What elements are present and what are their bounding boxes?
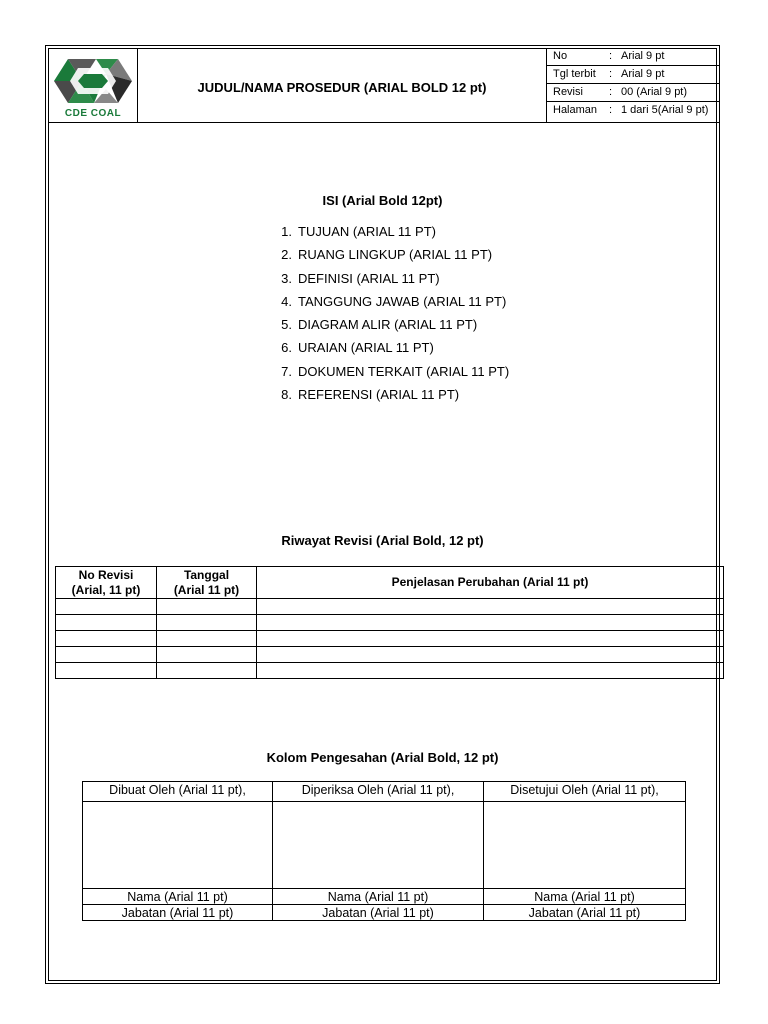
isi-list bbox=[262, 222, 509, 408]
item-number: 2. bbox=[281, 247, 292, 263]
list-item bbox=[262, 292, 509, 315]
col-penjelasan: Penjelasan Perubahan (Arial 11 pt) bbox=[257, 567, 724, 599]
revision-table bbox=[55, 566, 724, 679]
meta-row-tgl-terbit bbox=[547, 66, 720, 84]
item-number: 1. bbox=[281, 224, 292, 239]
item-text: TANGGUNG JAWAB (ARIAL 11 PT) bbox=[298, 293, 507, 309]
approval-title: Kolom Pengesahan (Arial Bold, 12 pt) bbox=[266, 750, 499, 765]
company-logo bbox=[48, 48, 138, 123]
meta-value: 1 dari 5(Arial 9 pt) bbox=[621, 104, 709, 116]
nama-row bbox=[83, 889, 686, 905]
cde-coal-logo-icon bbox=[54, 54, 132, 108]
approval-header-row bbox=[83, 782, 686, 802]
jabatan-cell: Jabatan (Arial 11 pt) bbox=[83, 905, 273, 921]
document-meta-table bbox=[546, 48, 720, 123]
logo-text: CDE COAL bbox=[64, 108, 122, 119]
list-item bbox=[262, 385, 509, 408]
meta-sep: : bbox=[609, 68, 613, 80]
table-row bbox=[56, 615, 724, 631]
meta-value: Arial 9 pt bbox=[621, 68, 665, 80]
meta-value: 00 (Arial 9 pt) bbox=[621, 86, 688, 98]
col-no-revisi: No Revisi (Arial, 11 pt) bbox=[56, 567, 157, 599]
table-row bbox=[56, 631, 724, 647]
isi-title: ISI (Arial Bold 12pt) bbox=[322, 193, 443, 208]
jabatan-row bbox=[83, 905, 686, 921]
col-tanggal: Tanggal (Arial 11 pt) bbox=[157, 567, 257, 599]
table-row bbox=[56, 647, 724, 663]
item-text: URAIAN (ARIAL 11 PT) bbox=[298, 340, 434, 356]
dibuat-oleh-header: Dibuat Oleh (Arial 11 pt), bbox=[83, 782, 273, 802]
signature-row bbox=[83, 802, 686, 889]
table-row bbox=[56, 599, 724, 615]
nama-cell: Nama (Arial 11 pt) bbox=[83, 889, 273, 905]
meta-key: No bbox=[553, 50, 568, 62]
list-item bbox=[262, 222, 509, 245]
list-item bbox=[262, 338, 509, 361]
meta-sep: : bbox=[609, 86, 613, 98]
approval-table bbox=[82, 781, 686, 921]
list-item bbox=[262, 245, 509, 268]
item-text: DEFINISI (ARIAL 11 PT) bbox=[298, 270, 440, 286]
meta-row-revisi bbox=[547, 84, 720, 102]
disetujui-oleh-header: Disetujui Oleh (Arial 11 pt), bbox=[484, 782, 686, 802]
nama-cell: Nama (Arial 11 pt) bbox=[273, 889, 484, 905]
list-item bbox=[262, 269, 509, 292]
diperiksa-oleh-header: Diperiksa Oleh (Arial 11 pt), bbox=[273, 782, 484, 802]
table-header-row bbox=[56, 567, 724, 599]
item-number: 4. bbox=[281, 293, 292, 309]
signature-box-diperiksa[interactable] bbox=[273, 802, 484, 889]
jabatan-cell: Jabatan (Arial 11 pt) bbox=[273, 905, 484, 921]
item-number: 7. bbox=[281, 363, 292, 379]
meta-row-no bbox=[547, 48, 720, 66]
list-item bbox=[262, 362, 509, 385]
item-text: TUJUAN (ARIAL 11 PT) bbox=[298, 224, 436, 239]
nama-cell: Nama (Arial 11 pt) bbox=[484, 889, 686, 905]
title-cell bbox=[138, 48, 546, 123]
item-number: 3. bbox=[281, 270, 292, 286]
document-title: JUDUL/NAMA PROSEDUR (ARIAL BOLD 12 pt) bbox=[197, 80, 487, 95]
jabatan-cell: Jabatan (Arial 11 pt) bbox=[484, 905, 686, 921]
list-item bbox=[262, 315, 509, 338]
item-number: 5. bbox=[281, 317, 292, 333]
signature-box-dibuat[interactable] bbox=[83, 802, 273, 889]
meta-row-halaman bbox=[547, 102, 720, 120]
meta-sep: : bbox=[609, 50, 613, 62]
revision-title: Riwayat Revisi (Arial Bold, 12 pt) bbox=[281, 533, 484, 548]
meta-sep: : bbox=[609, 104, 613, 116]
item-number: 6. bbox=[281, 340, 292, 356]
signature-box-disetujui[interactable] bbox=[484, 802, 686, 889]
meta-key: Revisi bbox=[553, 86, 583, 98]
item-number: 8. bbox=[281, 387, 292, 403]
table-row bbox=[56, 663, 724, 679]
meta-key: Halaman bbox=[553, 104, 598, 116]
item-text: DOKUMEN TERKAIT (ARIAL 11 PT) bbox=[298, 363, 510, 379]
item-text: REFERENSI (ARIAL 11 PT) bbox=[298, 387, 460, 403]
meta-key: Tgl terbit bbox=[553, 68, 596, 80]
item-text: RUANG LINGKUP (ARIAL 11 PT) bbox=[298, 247, 493, 263]
meta-value: Arial 9 pt bbox=[621, 50, 665, 62]
item-text: DIAGRAM ALIR (ARIAL 11 PT) bbox=[298, 317, 478, 333]
